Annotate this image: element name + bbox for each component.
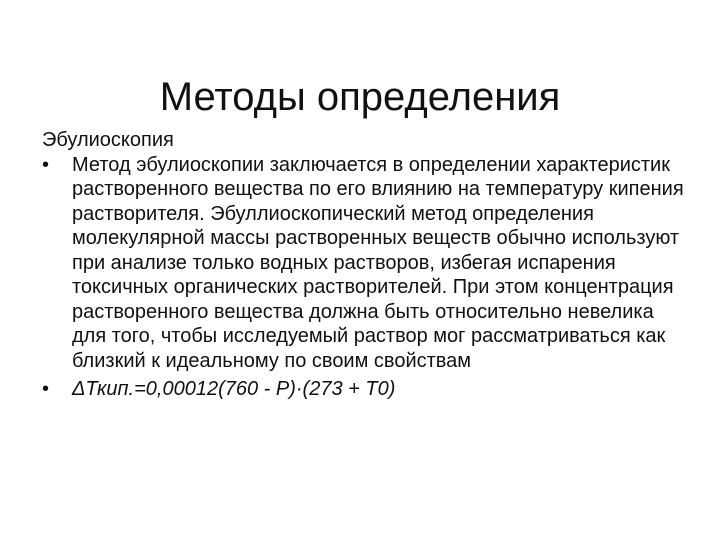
bullet-dot-icon: • xyxy=(42,378,50,400)
slide-body xyxy=(42,128,692,402)
bullet-dot-icon: • xyxy=(42,153,50,176)
formula-text: ΔТкип.=0,00012(760 - Р)·(273 + Т0) xyxy=(72,378,396,400)
bullet-text: Метод эбулиоскопии заключается в определении характеристик растворенного вещества по его влиянию на температуру кипения растворителя. Эбуллиоскопический метод определения молекулярной массы растворенных веществ обычно используют при анализе только водных растворов, избегая испарения токсичных органических растворителей. При этом концентрация растворенного вещества должна быть относительно невелика для того, чтобы исследуемый раствор мог рассматриваться как близкий к идеальному по своим свойствам xyxy=(72,153,684,372)
subheading: Эбулиоскопия xyxy=(42,129,174,151)
bullet-item xyxy=(42,153,692,374)
bullet-list xyxy=(42,153,692,402)
slide-title: Методы определения xyxy=(159,74,561,119)
bullet-item xyxy=(42,377,692,402)
